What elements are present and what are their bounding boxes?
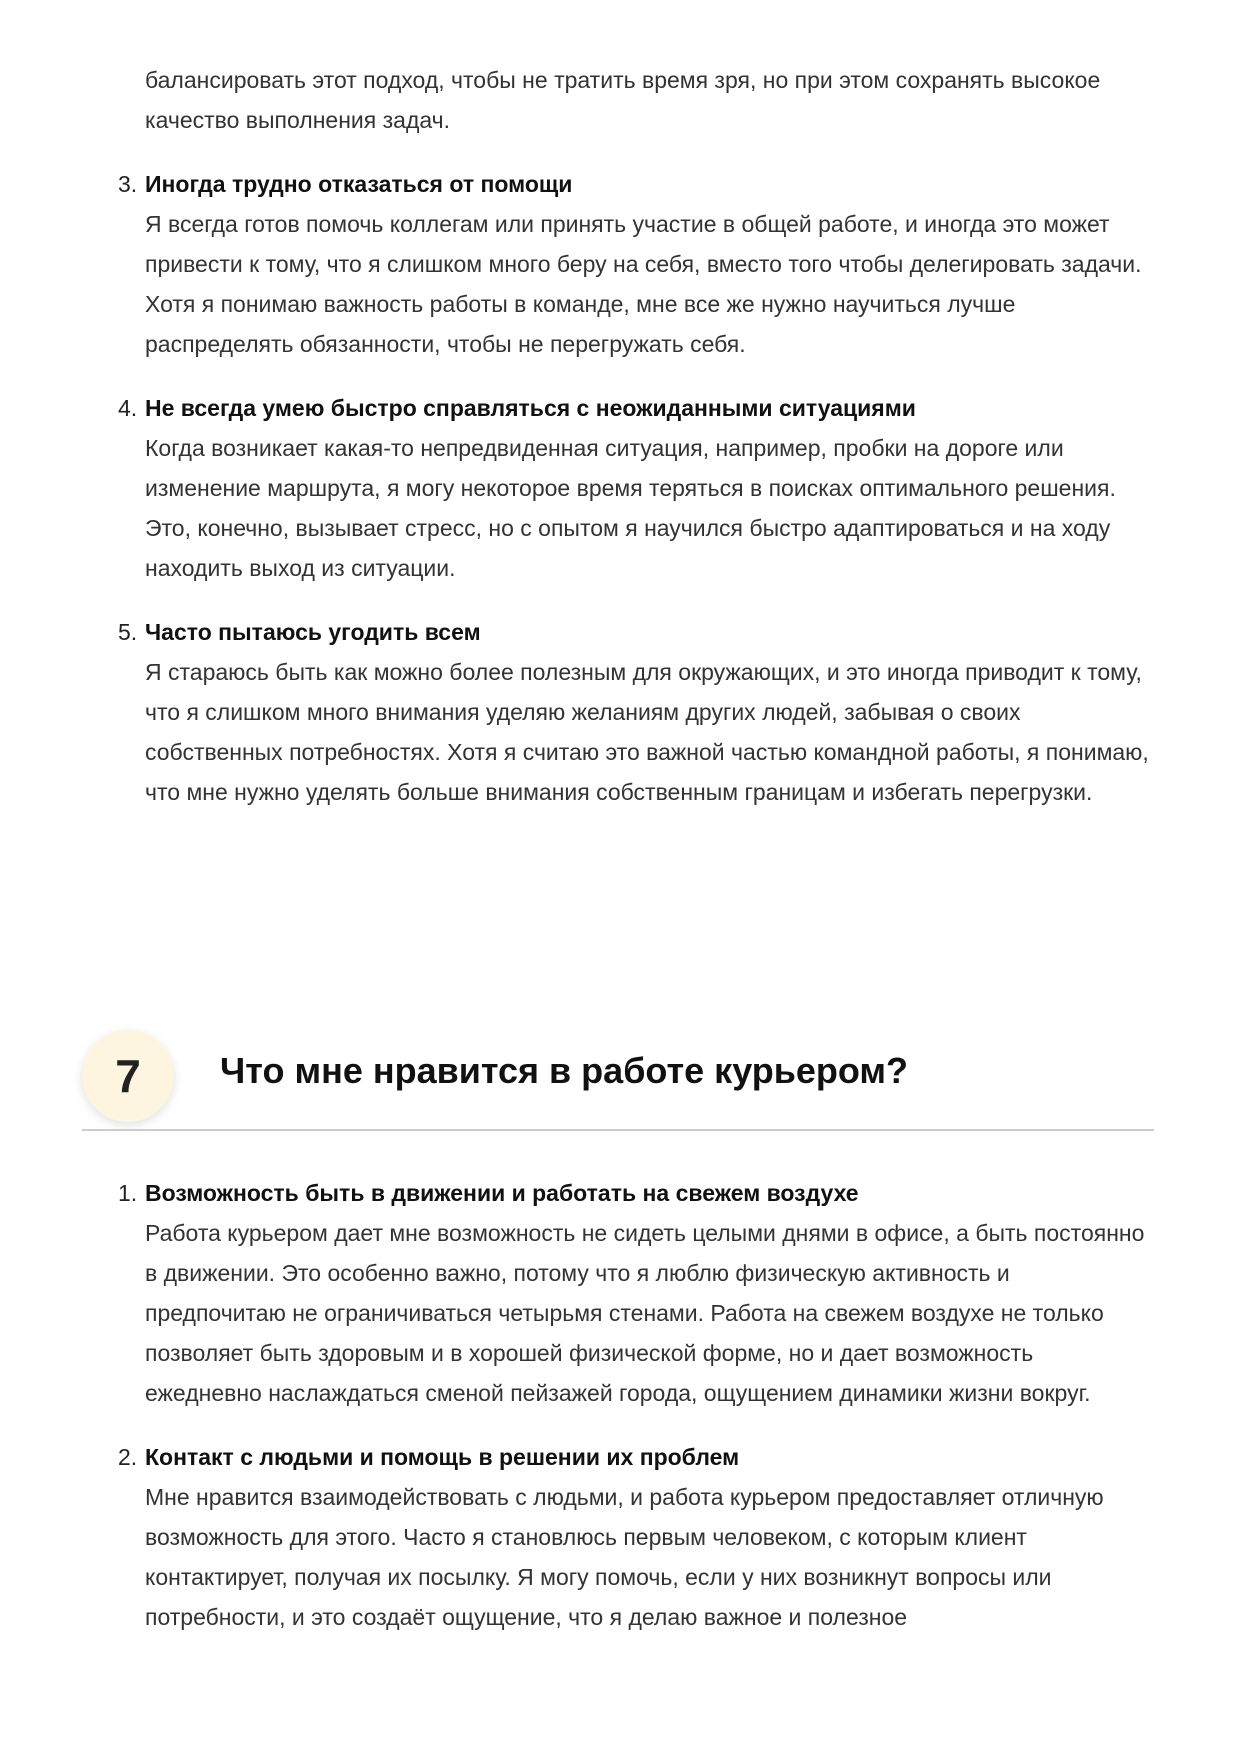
item-body: Я стараюсь быть как можно более полезным для окружающих, и это иногда приводит к тому, что я слишком много внимания уделяю желаниям других людей, забывая о своих собственных потребностях. Хотя я считаю это важной частью командной работы, я понимаю, что мне нужно уделять больше внимания собственным границам и избегать перегрузки. (145, 659, 1149, 805)
item-body: Когда возникает какая-то непредвиденная ситуация, например, пробки на дороге или изменение маршрута, я могу некоторое время теряться в поисках оптимального решения. Это, конечно, вызывает стресс, но с опытом я научился быстро адаптироваться и на ходу находить выход из ситуации. (145, 435, 1116, 581)
list-item (118, 1437, 1155, 1637)
section-divider (82, 1129, 1154, 1131)
item-body: Мне нравится взаимодействовать с людьми, и работа курьером предоставляет отличную возможность для этого. Часто я становлюсь первым человеком, с которым клиент контактирует, получая их посылку. Я могу помочь, если у них возникнут вопросы или потребности, и это создаёт ощущение, что я делаю важное и полезное (145, 1484, 1104, 1630)
item-number: 1. (118, 1180, 138, 1206)
item-title: Не всегда умею быстро справляться с неожиданными ситуациями (145, 395, 916, 421)
item-title: Иногда трудно отказаться от помощи (145, 171, 573, 197)
item-title: Часто пытаюсь угодить всем (145, 619, 481, 645)
item-number: 5. (118, 619, 138, 645)
list-item (118, 1173, 1155, 1413)
item-title: Контакт с людьми и помощь в решении их проблем (145, 1444, 740, 1470)
list-item (118, 164, 1155, 364)
continuation-paragraph: балансировать этот подход, чтобы не тратить время зря, но при этом сохранять высокое качество выполнения задач. (145, 67, 1101, 133)
item-number: 2. (118, 1444, 138, 1470)
section-title: Что мне нравится в работе курьером? (220, 1050, 909, 1091)
item-title: Возможность быть в движении и работать на свежем воздухе (145, 1180, 859, 1206)
section-header (82, 1030, 1154, 1131)
item-number: 3. (118, 171, 138, 197)
item-body: Работа курьером дает мне возможность не сидеть целыми днями в офисе, а быть постоянно в движении. Это особенно важно, потому что я люблю физическую активность и предпочитаю не ограничиваться четырьмя стенами. Работа на свежем воздухе не только позволяет быть здоровым и в хорошей физической форме, но и дает возможность ежедневно наслаждаться сменой пейзажей города, ощущением динамики жизни вокруг. (145, 1220, 1145, 1406)
item-number: 4. (118, 395, 138, 421)
list-item (118, 388, 1155, 588)
section-number-badge: 7 (82, 1030, 174, 1122)
likes-list (118, 1173, 1155, 1661)
item-body: Я всегда готов помочь коллегам или принять участие в общей работе, и иногда это может привести к тому, что я слишком много беру на себя, вместо того чтобы делегировать задачи. Хотя я понимаю важность работы в команде, мне все же нужно научиться лучше распределять обязанности, чтобы не перегружать себя. (145, 211, 1142, 357)
weaknesses-list (118, 164, 1155, 836)
list-item (118, 612, 1155, 812)
